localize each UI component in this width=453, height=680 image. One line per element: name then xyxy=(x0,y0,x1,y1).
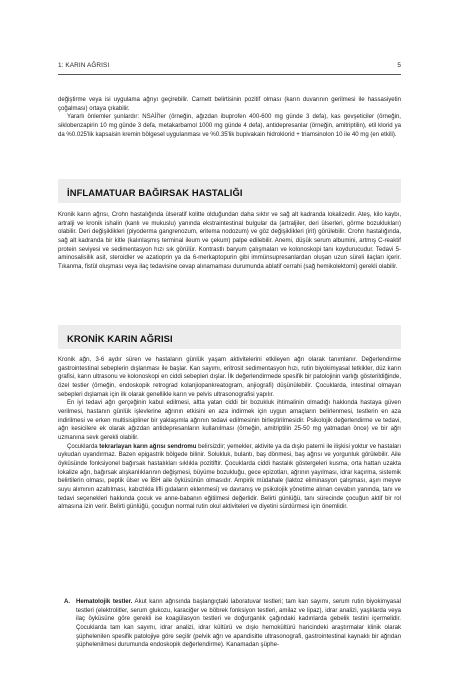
ibd-section xyxy=(58,211,401,272)
intro-paragraph-1: değiştirme veya isi uygulama ağrıyı geçirebilir. Carnett belirtisinin pozitif olması (karın duvarının gerilmesi ile hassasiyetin çoğalması) ortaya çıkabilir. xyxy=(58,97,401,112)
chronic-paragraph-1: Kronik ağrı, 3-6 aydır süren ve hastaların günlük yaşam aktivitelerini etkileyen ağrı olarak tanımlanır. Değerlendirme gastrointestinal sebeplerin dışlanması ile başlar. Kan sayımı, eritrosit sedimentasyon hızı, rutin biyokimyasal tetkikler, düz karın grafisi, karın ultrasonu ve kolonoskopi en ciddi sebepleri dışlar. İlk değerlendirmede spesifik bir patolojinin varlığı gösterildiğinde, özel testler (örneğin, endoskopik retrograd kolanjiopankreatogram, anjiografi) düşünülebilir. Çocuklarda, intestinal olmayan sebepleri dışlamak için ilk olarak genellikle karın ve pelvis ultrasonografisi yapılır. xyxy=(58,357,401,398)
intro-section xyxy=(58,96,401,139)
chronic-paragraph-3 xyxy=(58,443,401,512)
ibd-heading-box xyxy=(58,179,401,203)
ibd-paragraph: Kronik karın ağrısı, Crohn hastalığında ülseratif kolitte olduğundan daha sıktır ve sağ alt kadranda lokalizedir. Ateş, kilo kaybı, artralji ve kronik ishalin (kanlı ve mukuslu) yanında ekstraintestinal bulgular da (artraljiler, deri ülserleri, görme bozuklukları) olabilir. Deri değişiklikleri (piyoderma gangrenozum, eritema nodozum) ve göz değişiklikleri (irit) görülebilir. Crohn hastalığında, sağ alt kadranda bir kitle (kalınlaşmış terminal ileum ve çekum) palpe edilebilir. Anemi, düşük serum albumini, artmış C-reaktif protein seviyesi ve sedimentasyon hızı sık görülür. Kontrastlı baryum çalışmaları ve kolonoskopi tanı koydurucudur. Tedavi 5-aminosalisilik asit, steroidler ve azatioprin ya da 6-merkaptopurin gibi immünsupresanlardan oluşan uzun süreli ilaçları içerir. Tıkanma, fistül oluşması veya ilaç tedavisine cevap alınamaması durumunda ablatif cerrahi (sağ hemikolektomi) gerekli olabilir. xyxy=(58,212,401,270)
item-a-text: Akut karın ağrısında başlangıçtaki laboratuvar testleri; tam kan sayımı, serum rutin biyokimyasal testleri (elektrolitler, serum glukozu, karaciğer ve böbrek fonksiyon testleri, amilaz ve lipaz), idrar analizi, yaşlılarda veya ilaç öyküsüne göre gerekli ise koagülasyon testleri ve doğurganlık çağındaki kadınlarda gebelik testini içermelidir. Çocuklarda tam kan sayımı, idrar analizi, idrar kültürü ve dışkı hemokültürü haricindeki araştırmalar klinik olarak şüphelenilen spesifik patolojiye göre seçilir (pelvik ağrı ve apandisitte ultrasonografi, gastrointestinal kaynaklı bir ağrıdan şüphelenilmesi durumunda endoskopik değerlendirme). Kanamadan şüphe- xyxy=(76,599,401,649)
item-a-bold: Hematolojik testler. xyxy=(76,599,133,605)
chapter-title: 1: KARIN AĞRISI xyxy=(58,62,110,69)
list-item-a xyxy=(64,598,401,650)
header-rule xyxy=(58,74,401,75)
chronic-heading: KRONİK KARIN AĞRISI xyxy=(67,332,173,344)
p3-rest: belirsizdir; yemekler, aktivite ya da dışkı paterni ile ilişkisi yoktur ve hastaları uykudan uyandırmaz. Bazen epigastrik bölgede bilinir. Solukluk, bulantı, baş dönmesi, baş ağrısı ve yorgunluk görülebilir. Aile öyküsünde fonksiyonel bağırsak hastalıkları sıklıkla pozitiftir. Çocuklarda ciddi hastalık göstergeleri kusma, orta hattan uzakta lokalize ağrı, bağırsak alışkanlıklarının değişmesi, büyüme bozukluğu, gece epizotları, ağrının yayılması, idrar kaçırma, sistemik belirtilerin olması, peptik ülser ve İBH aile öyküsünün olmasıdır. Ampirik müdahale (laktoz eliminasyon çalışması, aşırı meyve suyu alımının azaltılması, kabızlıkla lifli gıdaların eklenmesi) ve davranış ve psikolojik yönetime alınan cevabın yanında, tanı ve tedavi seçenekleri hakkında çocuk ve anne-babanın eğitilmesi değerlidir. Belirti günlüğü, tanı sürecinde çocuğun aktif bir rol almasına izin verir. Belirti günlüğü, çocuğun normal rutin okul aktiviteleri ve diyetini sürdürmesi için önemlidir. xyxy=(58,443,401,511)
ibd-heading: İNFLAMATUAR BAĞIRSAK HASTALIĞI xyxy=(67,186,243,198)
chronic-paragraph-2: En iyi tedavi ağrı gerçeğinin kabul edilmesi, altta yatan ciddi bir bozukluk ihtimalinin olmadığı hakkında hastaya güven verilmesi, hastanın günlük işlevlerine ağrının etkisini en aza indirmek için uygun amaçların belirlenmesi, testlerin en aza indirilmesi ve erken multisisipliner bir yaklaşımla ağrının tedavi edilmesinin birleştirilmesidir. Psikolojik değerlendirme ve tedavi, ağrı kesicilere ek olarak ağızdan antidepresanların kullanılması (örneğin, amitriptilin 25-50 mg yatmadan önce) ve bir ağrı uzmanına sevk gerekli olabilir. xyxy=(58,400,401,441)
chronic-heading-box xyxy=(58,325,401,349)
p3-lead: Çocuklarda xyxy=(67,443,100,450)
chronic-section xyxy=(58,356,401,512)
list-marker: A. xyxy=(64,599,71,605)
p3-bold-term: tekrarlayan karın ağrısı sendromu xyxy=(99,443,197,450)
running-head xyxy=(58,62,401,69)
intro-paragraph-2: Yararlı önlemler şunlardır: NSAİİ'ler (örneğin, ağızdan ibuprofen 400-600 mg günde 3 defa), kas gevşeticiler (örneğin, siklobenzapirin 10 mg günde 3 defa, metakarbamol 1000 mg günde 4 defa), antidepresanlar (örneğin, amitriptilin), etil klorid ya da %0.025'lik kapsaisin kremin bölgesel uygulanması ve %0.35'lik bupivakain hidroklorid + triamsinolon 10 ile 40 mg (en etkili). xyxy=(58,114,401,138)
page-number: 5 xyxy=(397,62,401,69)
item-a-paragraph xyxy=(76,598,401,650)
